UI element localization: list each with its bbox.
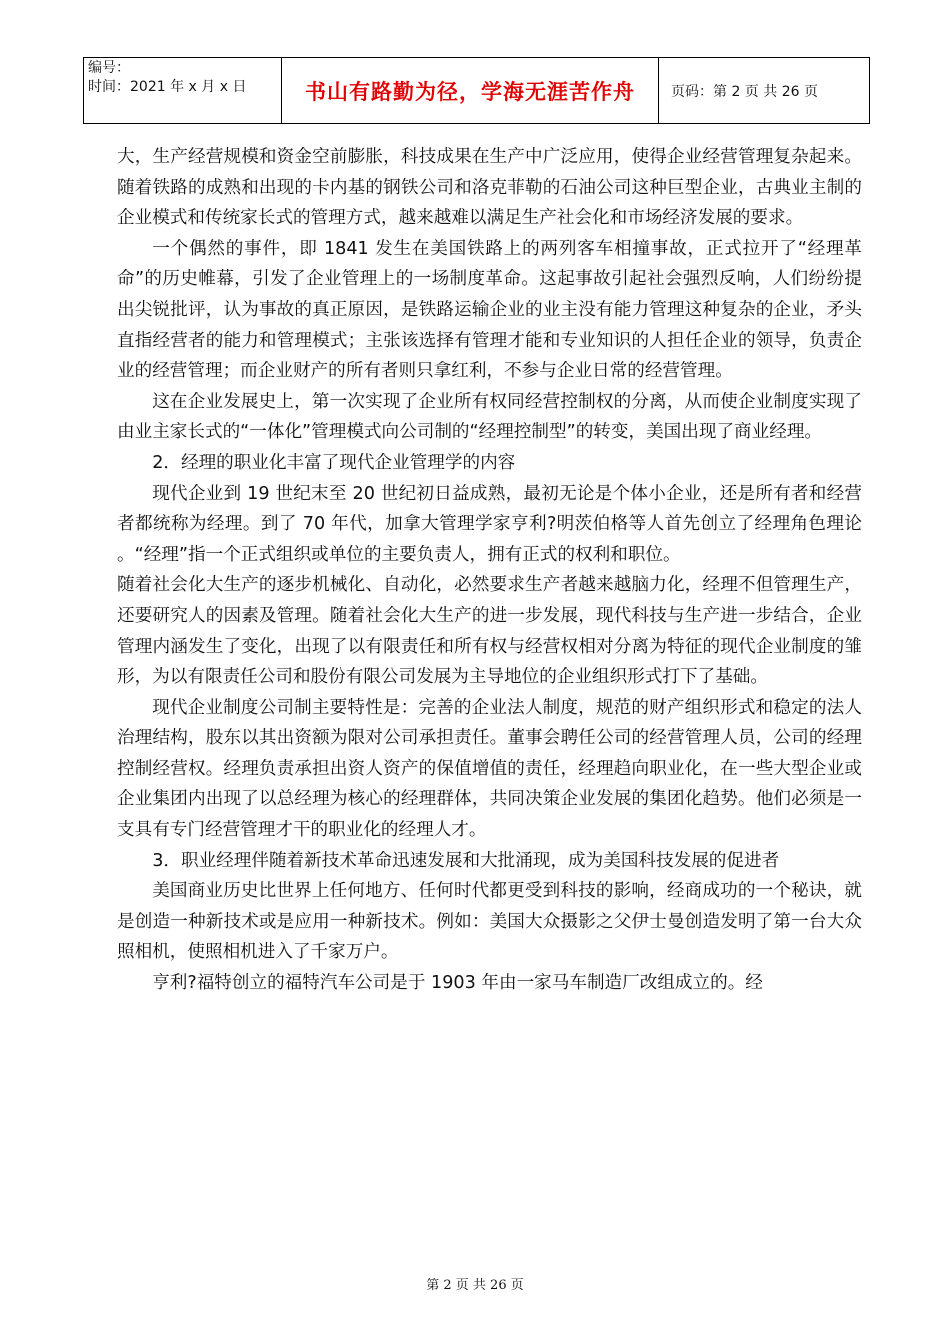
paragraph: 大，生产经营规模和资金空前膨胀，科技成果在生产中广泛应用，使得企业经营管理复杂起来。随着铁路的成熟和出现的卡内基的钢铁公司和洛克菲勒的石油公司这种巨型企业，古典业主制的企业模式和传统家长式的管理方式，越来越难以满足生产社会化和市场经济发展的要求。 — [117, 147, 862, 229]
header-number-label: 编号： — [88, 60, 130, 76]
section-heading: 3．职业经理伴随着新技术革命迅速发展和大批涌现，成为美国科技发展的促进者 — [152, 850, 780, 871]
header-motto: 书山有路勤为径，学海无涯苦作舟 — [282, 58, 659, 123]
page-footer: 第 2 页 共 26 页 — [426, 1278, 524, 1293]
document-header — [83, 57, 870, 124]
paragraph: 一个偶然的事件，即 1841 发生在美国铁路上的两列客车相撞事故，正式拉开了“经理革命”的历史帷幕，引发了企业管理上的一场制度革命。这起事故引起社会强烈反响，人们纷纷提出尖锐批评，认为事故的真正原因，是铁路运输企业的业主没有能力管理这种复杂的企业，矛头直指经营者的能力和管理模式；主张该选择有管理才能和专业知识的人担任企业的领导，负责企业的经营管理；而企业财产的所有者则只拿红利，不参与企业日常的经营管理。 — [117, 238, 862, 382]
paragraph: 现代企业制度公司制主要特性是：完善的企业法人制度，规范的财产组织形式和稳定的法人治理结构，股东以其出资额为限对公司承担责任。董事会聘任公司的经营管理人员，公司的经理控制经营权。经理负责承担出资人资产的保值增值的责任，经理趋向职业化，在一些大型企业或企业集团内出现了以总经理为核心的经理群体，共同决策企业发展的集团化趋势。他们必须是一支具有专门经营管理才干的职业化的经理人才。 — [117, 697, 862, 841]
paragraph: 美国商业历史比世界上任何地方、任何时代都更受到科技的影响，经商成功的一个秘诀，就是创造一种新技术或是应用一种新技术。例如：美国大众摄影之父伊士曼创造发明了第一台大众照相机，使照相机进入了千家万户。 — [117, 881, 862, 963]
paragraph: 随着社会化大生产的逐步机械化、自动化，必然要求生产者越来越脑力化，经理不但管理生产，还要研究人的因素及管理。随着社会化大生产的进一步发展，现代科技与生产进一步结合，企业管理内涵发生了变化，出现了以有限责任和所有权与经营权相对分离为特征的现代企业制度的雏形，为以有限责任公司和股份有限公司发展为主导地位的企业组织形式打下了基础。 — [117, 575, 862, 688]
header-meta — [84, 58, 282, 123]
header-time-label: 时间：2021 年 x 月 x 日 — [88, 79, 247, 95]
paragraph: 亨利?福特创立的福特汽车公司是于 1903 年由一家马车制造厂改组成立的。经 — [152, 973, 763, 994]
paragraph: 这在企业发展史上，第一次实现了企业所有权同经营控制权的分离，从而使企业制度实现了由业主家长式的“一体化”管理模式向公司制的“经理控制型”的转变，美国出现了商业经理。 — [117, 391, 862, 443]
header-page-label: 页码：第 2 页 共 26 页 — [671, 83, 818, 100]
document-body — [117, 142, 862, 999]
paragraph: 现代企业到 19 世纪末至 20 世纪初日益成熟，最初无论是个体小企业，还是所有者和经营者都统称为经理。到了 70 年代，加拿大管理学家亨利?明茨伯格等人首先创立了经理角色理论 。“经理”指一个正式组织或单位的主要负责人，拥有正式的权利和职位。 — [117, 483, 862, 565]
section-heading: 2．经理的职业化丰富了现代企业管理学的内容 — [152, 452, 516, 473]
